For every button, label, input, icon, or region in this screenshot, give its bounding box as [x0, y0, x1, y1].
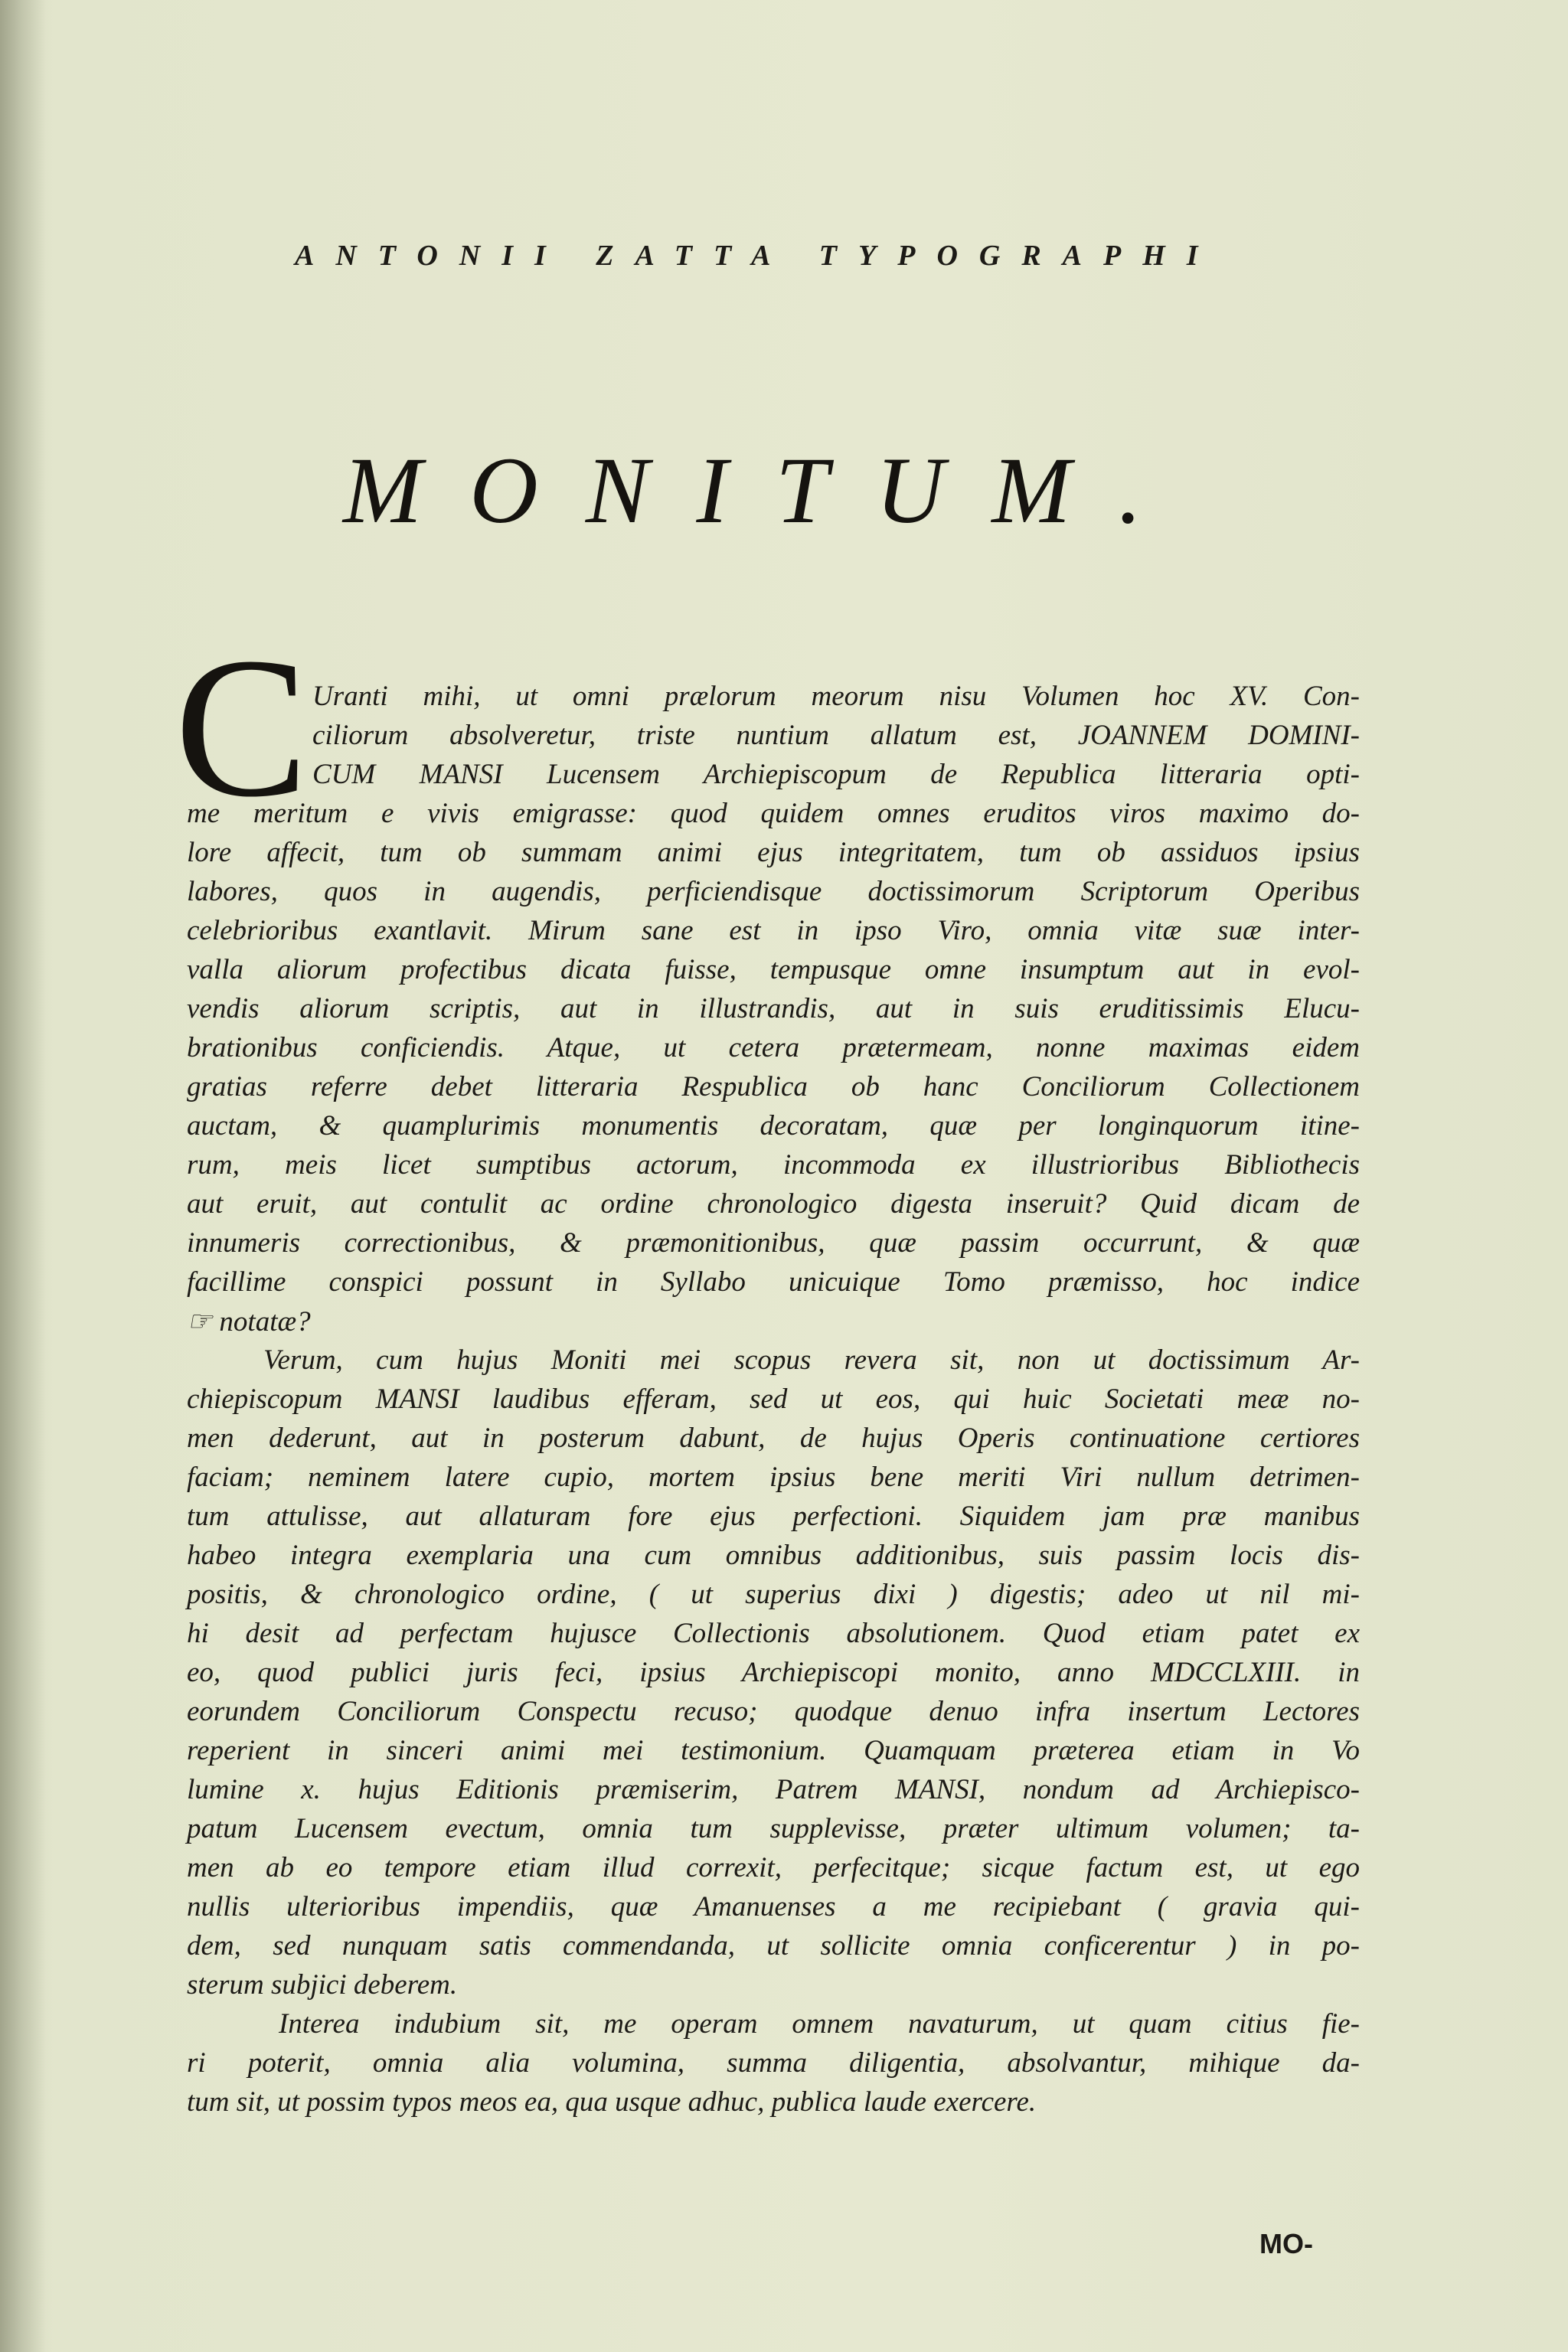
text-line: Interea indubium sit, me operam omnem navaturum, ut quam citius fie-	[279, 2008, 1360, 2040]
text-line: gratias referre debet litteraria Respublica ob hanc Conciliorum Collectionem	[187, 1071, 1360, 1102]
text-line: me meritum e vivis emigrasse: quod quidem omnes eruditos viros maximo do-	[187, 798, 1360, 829]
text-line: lore affecit, tum ob summam animi ejus integritatem, tum ob assiduos ipsius	[187, 837, 1360, 868]
text-line: patum Lucensem evectum, omnia tum supplevisse, præter ultimum volumen; ta-	[187, 1813, 1360, 1844]
text-line: dem, sed nunquam satis commendanda, ut sollicite omnia conficerentur ) in po-	[187, 1930, 1360, 1962]
text-line: labores, quos in augendis, perficiendisque doctissimorum Scriptorum Operibus	[187, 876, 1360, 907]
text-line: ☞ notatæ?	[187, 1306, 311, 1338]
text-line: rum, meis licet sumptibus actorum, incommoda ex illustrioribus Bibliothecis	[187, 1149, 1360, 1181]
text-line: men ab eo tempore etiam illud correxit, perfecitque; sicque factum est, ut ego	[187, 1852, 1360, 1883]
text-line: celebrioribus exantlavit. Mirum sane est in ipso Viro, omnia vitæ suæ inter-	[187, 915, 1360, 946]
catchword: MO-	[1259, 2228, 1313, 2259]
text-line: eorundem Conciliorum Conspectu recuso; quodque denuo infra insertum Lectores	[187, 1696, 1360, 1727]
text-line: facillime conspici possunt in Syllabo unicuique Tomo præmisso, hoc indice	[187, 1266, 1360, 1298]
drop-cap: C	[175, 616, 309, 838]
text-line: auctam, & quamplurimis monumentis decoratam, quæ per longinquorum itine-	[187, 1110, 1360, 1142]
running-title: ANTONII ZATTA TYPOGRAPHI	[295, 240, 1220, 272]
text-line: hi desit ad perfectam hujusce Collectionis absolutionem. Quod etiam patet ex	[187, 1618, 1360, 1649]
text-line: positis, & chronologico ordine, ( ut superius dixi ) digestis; adeo ut nil mi-	[187, 1579, 1360, 1610]
text-line: brationibus conficiendis. Atque, ut cetera prætermeam, nonne maximas eidem	[187, 1032, 1360, 1063]
text-line: reperient in sinceri animi mei testimonium. Quamquam præterea etiam in Vo	[187, 1735, 1360, 1766]
text-line: sterum subjici deberem.	[187, 1969, 458, 2001]
text-line: vendis aliorum scriptis, aut in illustrandis, aut in suis eruditissimis Elucu-	[187, 993, 1360, 1024]
text-line: tum attulisse, aut allaturam fore ejus perfectioni. Siquidem jam præ manibus	[187, 1501, 1360, 1532]
text-line: habeo integra exemplaria una cum omnibus additionibus, suis passim locis dis-	[187, 1540, 1360, 1571]
text-line: tum sit, ut possim typos meos ea, qua usque adhuc, publica laude exercere.	[187, 2086, 1037, 2118]
text-line: eo, quod publici juris feci, ipsius Archiepiscopi monito, anno MDCCLXIII. in	[187, 1657, 1360, 1688]
text-line: men dederunt, aut in posterum dabunt, de hujus Operis continuatione certiores	[187, 1423, 1360, 1454]
text-line: Uranti mihi, ut omni prælorum meorum nisu Volumen hoc XV. Con-	[312, 681, 1360, 712]
text-line: ri poterit, omnia alia volumina, summa diligentia, absolvantur, mihique da-	[187, 2047, 1360, 2079]
text-line: valla aliorum profectibus dicata fuisse, tempusque omne insumptum aut in evol-	[187, 954, 1360, 985]
text-line: aut eruit, aut contulit ac ordine chronologico digesta inseruit? Quid dicam de	[187, 1188, 1360, 1220]
text-line: nullis ulterioribus impendiis, quæ Amanuenses a me recipiebant ( gravia qui-	[187, 1891, 1360, 1922]
text-line: lumine x. hujus Editionis præmiserim, Patrem MANSI, nondum ad Archiepisco-	[187, 1774, 1360, 1805]
text-line: innumeris correctionibus, & præmonitionibus, quæ passim occurrunt, & quæ	[187, 1227, 1360, 1259]
gutter-shadow	[0, 0, 46, 2352]
page-title: MONITUM.	[343, 438, 1190, 543]
text-line: ciliorum absolveretur, triste nuntium allatum est, JOANNEM DOMINI-	[312, 720, 1360, 751]
text-line: Verum, cum hujus Moniti mei scopus revera sit, non ut doctissimum Ar-	[263, 1344, 1360, 1376]
text-line: chiepiscopum MANSI laudibus efferam, sed ut eos, qui huic Societati meæ no-	[187, 1383, 1360, 1415]
text-line: faciam; neminem latere cupio, mortem ipsius bene meriti Viri nullum detrimen-	[187, 1462, 1360, 1493]
text-line: CUM MANSI Lucensem Archiepiscopum de Republica litteraria opti-	[312, 759, 1360, 790]
